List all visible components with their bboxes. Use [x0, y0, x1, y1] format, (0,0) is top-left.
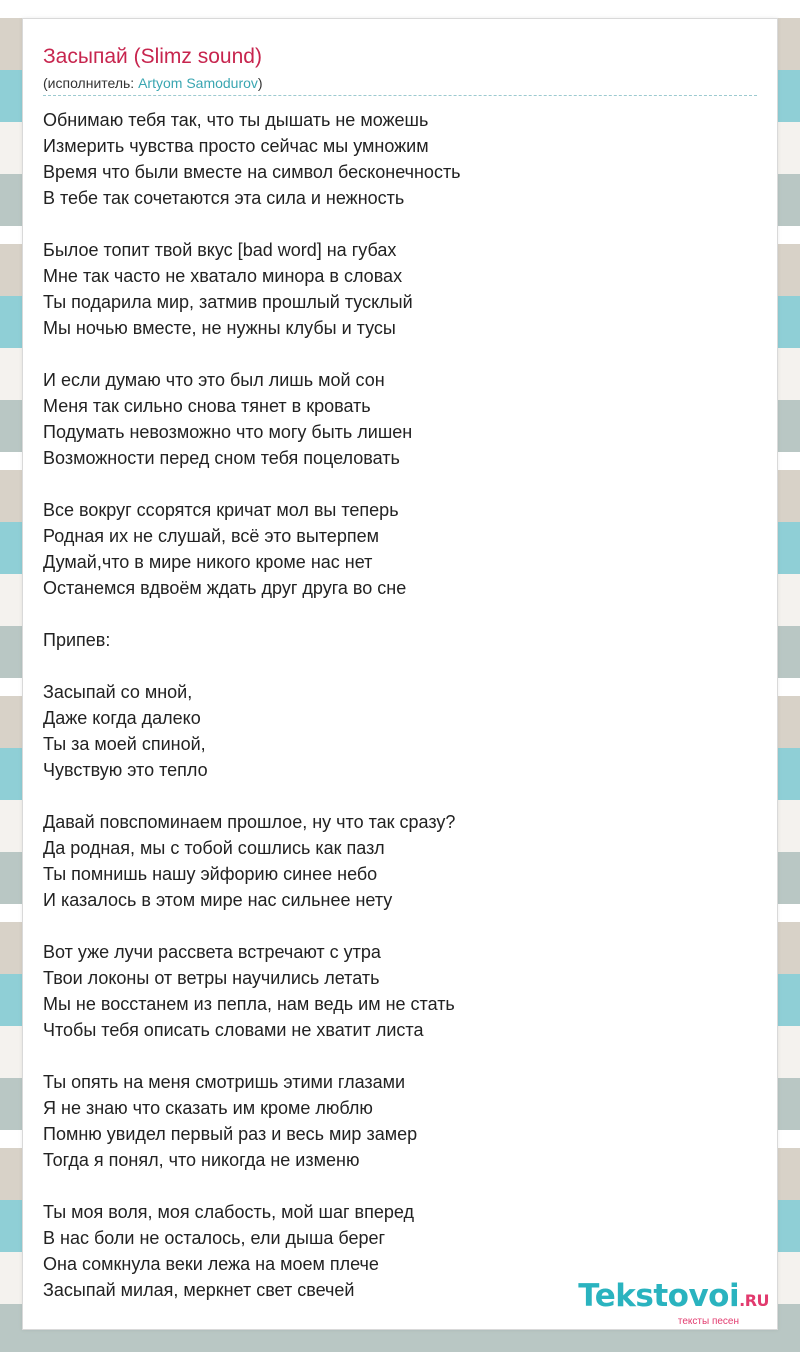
lyric-line: Подумать невозможно что могу быть лишен [43, 422, 413, 442]
stanza-break [43, 471, 743, 497]
lyric-line: Тогда я понял, что никогда не изменю [43, 1150, 360, 1170]
lyric-line: Твои локоны от ветры научились летать [43, 968, 380, 988]
lyric-line: Возможности перед сном тебя поцеловать [43, 448, 400, 468]
site-logo[interactable] [578, 1280, 769, 1327]
logo-tld: .RU [739, 1291, 769, 1310]
lyric-line: Засыпай милая, меркнет свет свечей [43, 1280, 355, 1300]
lyric-line: Родная их не слушай, всё это вытерпем [43, 526, 379, 546]
lyric-line: Припев: [43, 630, 111, 650]
lyric-line: Ты моя воля, моя слабость, мой шаг вперед [43, 1202, 415, 1222]
stanza-break [43, 913, 743, 939]
artist-link[interactable]: Artyom Samodurov [138, 75, 258, 91]
logo-tagline: тексты песен [677, 1316, 739, 1327]
stanza-break [43, 783, 743, 809]
stanza-break [43, 1173, 743, 1199]
stanza-break [43, 601, 743, 627]
lyric-line: Я не знаю что сказать им кроме люблю [43, 1098, 373, 1118]
lyric-line: Меня так сильно снова тянет в кровать [43, 396, 371, 416]
lyric-line: Ты за моей спиной, [43, 734, 206, 754]
lyric-line: Ты подарила мир, затмив прошлый тусклый [43, 292, 413, 312]
lyric-line: Мне так часто не хватало минора в словах [43, 266, 403, 286]
lyric-line: Время что были вместе на символ бесконечность [43, 162, 461, 182]
artist-prefix: (исполнитель: [43, 75, 139, 91]
stanza-break [43, 653, 743, 679]
lyric-line: И если думаю что это был лишь мой сон [43, 370, 385, 390]
lyric-line: Вот уже лучи рассвета встречают с утра [43, 942, 381, 962]
stanza-break [43, 1043, 743, 1069]
logo-main-text: Tekstovoi [578, 1278, 740, 1314]
song-title: Засыпай (Slimz sound) [43, 45, 262, 68]
lyric-line: Мы не восстанем из пепла, нам ведь им не стать [43, 994, 455, 1014]
lyric-line: Все вокруг ссорятся кричат мол вы теперь [43, 500, 399, 520]
lyric-line: Ты опять на меня смотришь этими глазами [43, 1072, 406, 1092]
lyric-line: Ты помнишь нашу эйфорию синее небо [43, 864, 378, 884]
lyrics-body [43, 107, 743, 1303]
lyric-line: Она сомкнула веки лежа на моем плече [43, 1254, 379, 1274]
lyric-line: Мы ночью вместе, не нужны клубы и тусы [43, 318, 396, 338]
lyric-line: Думай,что в мире никого кроме нас нет [43, 552, 373, 572]
stanza-break [43, 341, 743, 367]
lyric-line: И казалось в этом мире нас сильнее нету [43, 890, 393, 910]
lyric-line: Засыпай со мной, [43, 682, 193, 702]
lyric-line: Чтобы тебя описать словами не хватит листа [43, 1020, 424, 1040]
lyric-line: Помню увидел первый раз и весь мир замер [43, 1124, 418, 1144]
lyric-line: Да родная, мы с тобой сошлись как пазл [43, 838, 385, 858]
lyrics-card [22, 18, 778, 1330]
lyric-line: Даже когда далеко [43, 708, 201, 728]
header-divider [43, 95, 757, 96]
lyric-line: В нас боли не осталось, ели дыша берег [43, 1228, 386, 1248]
logo-wordmark [578, 1280, 769, 1317]
artist-suffix: ) [257, 75, 263, 91]
lyric-line: Обнимаю тебя так, что ты дышать не можешь [43, 110, 429, 130]
lyric-line: Давай повспоминаем прошлое, ну что так сразу? [43, 812, 456, 832]
lyric-line: В тебе так сочетаются эта сила и нежность [43, 188, 405, 208]
lyric-line: Останемся вдвоём ждать друг друга во сне [43, 578, 407, 598]
stanza-break [43, 211, 743, 237]
artist-line [43, 75, 263, 91]
lyric-line: Чувствую это тепло [43, 760, 208, 780]
lyric-line: Былое топит твой вкус [bad word] на губах [43, 240, 397, 260]
lyric-line: Измерить чувства просто сейчас мы умножим [43, 136, 429, 156]
